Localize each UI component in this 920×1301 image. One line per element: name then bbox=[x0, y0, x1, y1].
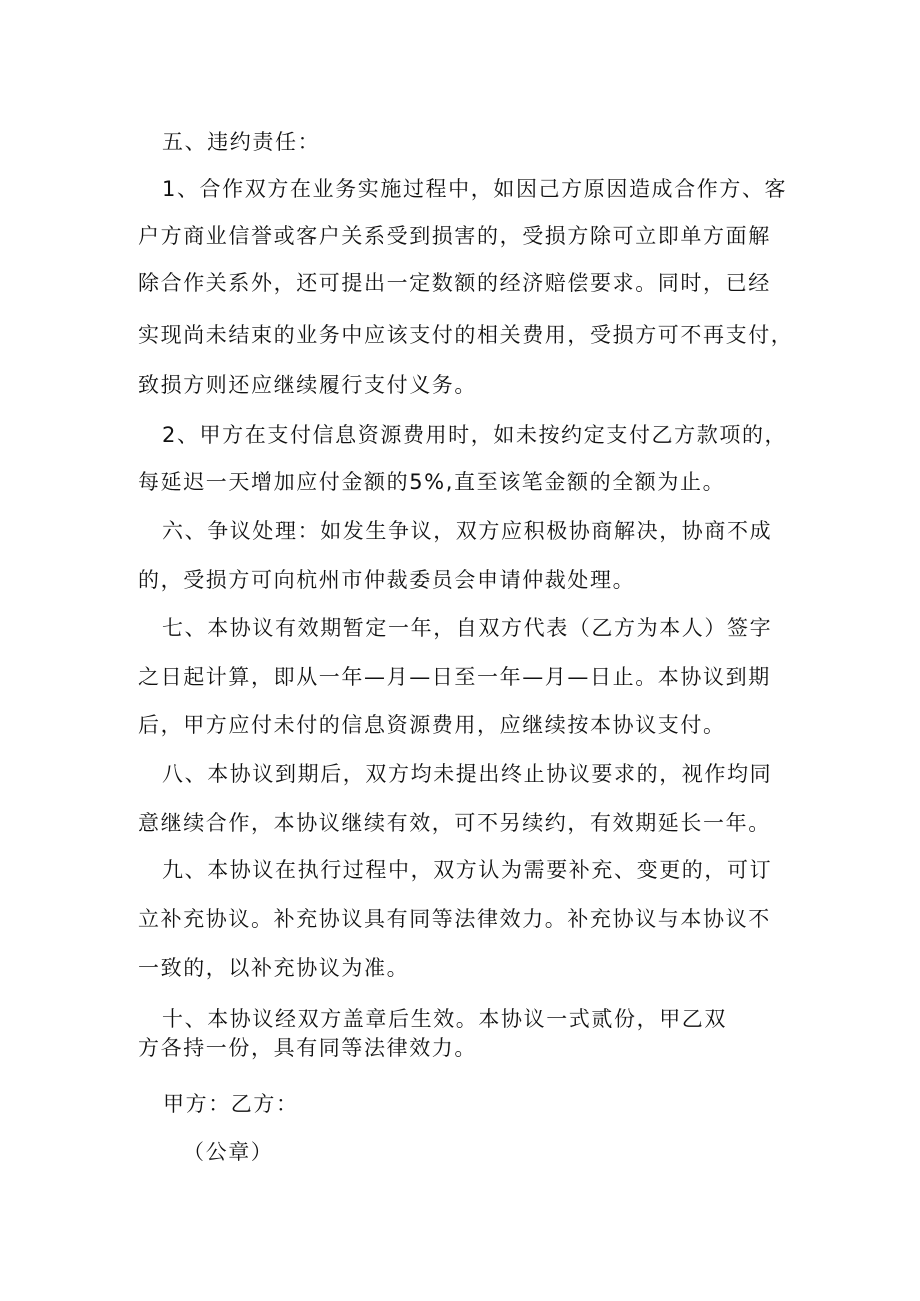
section-eight-line-2: 意继续合作，本协议继续有效，可不另续约，有效期延长一年。 bbox=[138, 811, 771, 835]
section-nine-line-1: 九、本协议在执行过程中，双方认为需要补充、变更的，可订 bbox=[162, 858, 773, 882]
clause-5-2-line-1: 2、甲方在支付信息资源费用时，如未按约定支付乙方款项的， bbox=[162, 423, 788, 447]
section-ten-line-2: 方各持一份，具有同等法律效力。 bbox=[138, 1036, 477, 1060]
clause-5-1-line-5: 致损方则还应继续履行支付义务。 bbox=[138, 373, 477, 397]
section-five-heading: 五、违约责任： bbox=[162, 130, 321, 154]
section-seven-line-2: 之日起计算，即从一年—月—日至一年—月—日止。本协议到期 bbox=[138, 665, 771, 689]
section-seven-line-3: 后，甲方应付未付的信息资源费用，应继续按本协议支付。 bbox=[138, 713, 726, 737]
section-nine-line-3: 一致的，以补充协议为准。 bbox=[138, 956, 410, 980]
clause-5-1-line-2: 户方商业信誉或客户关系受到损害的，受损方除可立即单方面解 bbox=[138, 224, 771, 248]
clause-5-1-line-1: 1、合作双方在业务实施过程中，如因己方原因造成合作方、客 bbox=[162, 177, 788, 201]
signature-parties: 甲方：乙方： bbox=[163, 1092, 299, 1116]
section-six-line-1: 六、争议处理：如发生争议，双方应积极协商解决，协商不成 bbox=[162, 519, 773, 543]
section-nine-line-2: 立补充协议。补充协议具有同等法律效力。补充协议与本协议不 bbox=[138, 907, 771, 931]
section-ten-line-1: 十、本协议经双方盖章后生效。本协议一式贰份，甲乙双 bbox=[162, 1007, 727, 1031]
section-seven-line-1: 七、本协议有效期暂定一年，自双方代表（乙方为本人）签字 bbox=[162, 616, 773, 640]
clause-5-1-line-4: 实现尚未结束的业务中应该支付的相关费用，受损方可不再支付， bbox=[138, 323, 794, 347]
clause-5-2-line-2: 每延迟一天增加应付金额的5%,直至该笔金额的全额为止。 bbox=[138, 470, 726, 494]
section-six-line-2: 的，受损方可向杭州市仲裁委员会申请仲裁处理。 bbox=[138, 568, 636, 592]
official-seal-label: （公章） bbox=[183, 1140, 274, 1164]
clause-5-1-line-3: 除合作关系外，还可提出一定数额的经济赔偿要求。同时，已经 bbox=[138, 271, 771, 295]
section-eight-line-1: 八、本协议到期后，双方均未提出终止协议要求的，视作均同 bbox=[162, 762, 773, 786]
